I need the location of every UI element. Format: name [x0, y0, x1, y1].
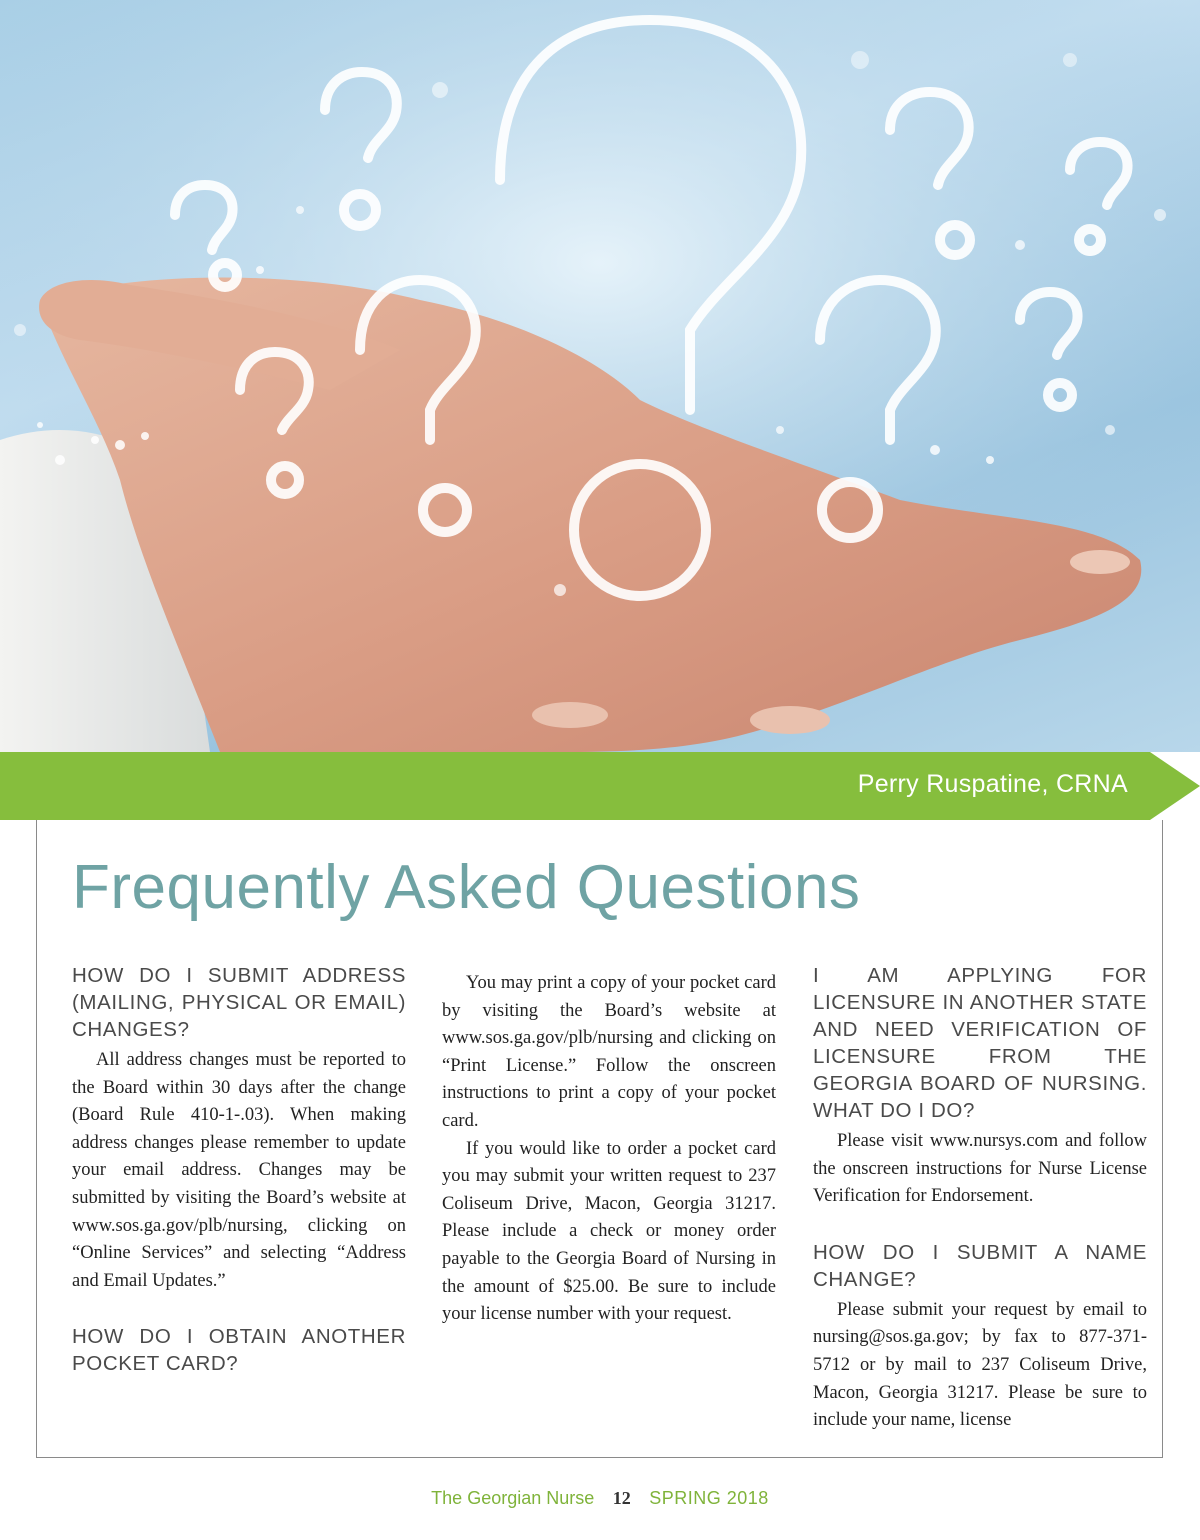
footer-magazine-name: The Georgian Nurse	[431, 1488, 595, 1508]
column-3	[813, 962, 1147, 1435]
answer-name-change: Please submit your request by email to nursing@sos.ga.gov; by fax to 877-371-5712 or by mail to 237 Coliseum Drive, Macon, Georgia 31217. Please be sure to include your name, license	[813, 1299, 1147, 1431]
answer-address-changes: All address changes must be reported to the Board within 30 days after the change (Board Rule 410-1-.03). When making address changes please remember to update your email address. Changes may be submitted by visiting the Board’s website at www.sos.ga.gov/plb/nursing, clicking on “Online Services” and selecting “Address and Email Updates.”	[72, 1050, 406, 1291]
hero-image	[0, 0, 1200, 752]
author-byline: Perry Ruspatine, CRNA	[857, 770, 1128, 798]
question-licensure-verification: I AM APPLYING FOR LICENSURE IN ANOTHER STATE AND NEED VERIFICATION OF LICENSURE FROM THE GEORGIA BOARD OF NURSING. WHAT DO I DO?	[813, 964, 1147, 1122]
page-footer	[0, 1488, 1200, 1509]
answer-licensure-verification: Please visit www.nursys.com and follow the onscreen instructions for Nurse License Verification for Endorsement.	[813, 1131, 1147, 1207]
column-2	[442, 970, 776, 1329]
answer-pocket-card-order: If you would like to order a pocket card you may submit your written request to 237 Coliseum Drive, Macon, Georgia 31217. Please include a check or money order payable to the Georgia Board of Nursing in the amount of $25.00. Be sure to include your license number with your request.	[442, 1138, 776, 1325]
question-pocket-card: HOW DO I OBTAIN ANOTHER POCKET CARD?	[72, 1325, 406, 1376]
footer-issue: SPRING 2018	[649, 1488, 769, 1508]
footer-page-number: 12	[612, 1488, 631, 1508]
answer-pocket-card-print: You may print a copy of your pocket card by visiting the Board’s website at www.sos.ga.gov/plb/nursing and clicking on “Print License.” Follow the onscreen instructions to print a copy of your pocket card.	[442, 973, 776, 1131]
question-name-change: HOW DO I SUBMIT A NAME CHANGE?	[813, 1240, 1147, 1291]
article-title: Frequently Asked Questions	[72, 853, 861, 922]
column-1	[72, 962, 406, 1381]
question-address-changes: HOW DO I SUBMIT ADDRESS (MAILING, PHYSICAL OR EMAIL) CHANGES?	[72, 964, 406, 1041]
hand-with-question-marks-illustration	[0, 0, 1200, 752]
